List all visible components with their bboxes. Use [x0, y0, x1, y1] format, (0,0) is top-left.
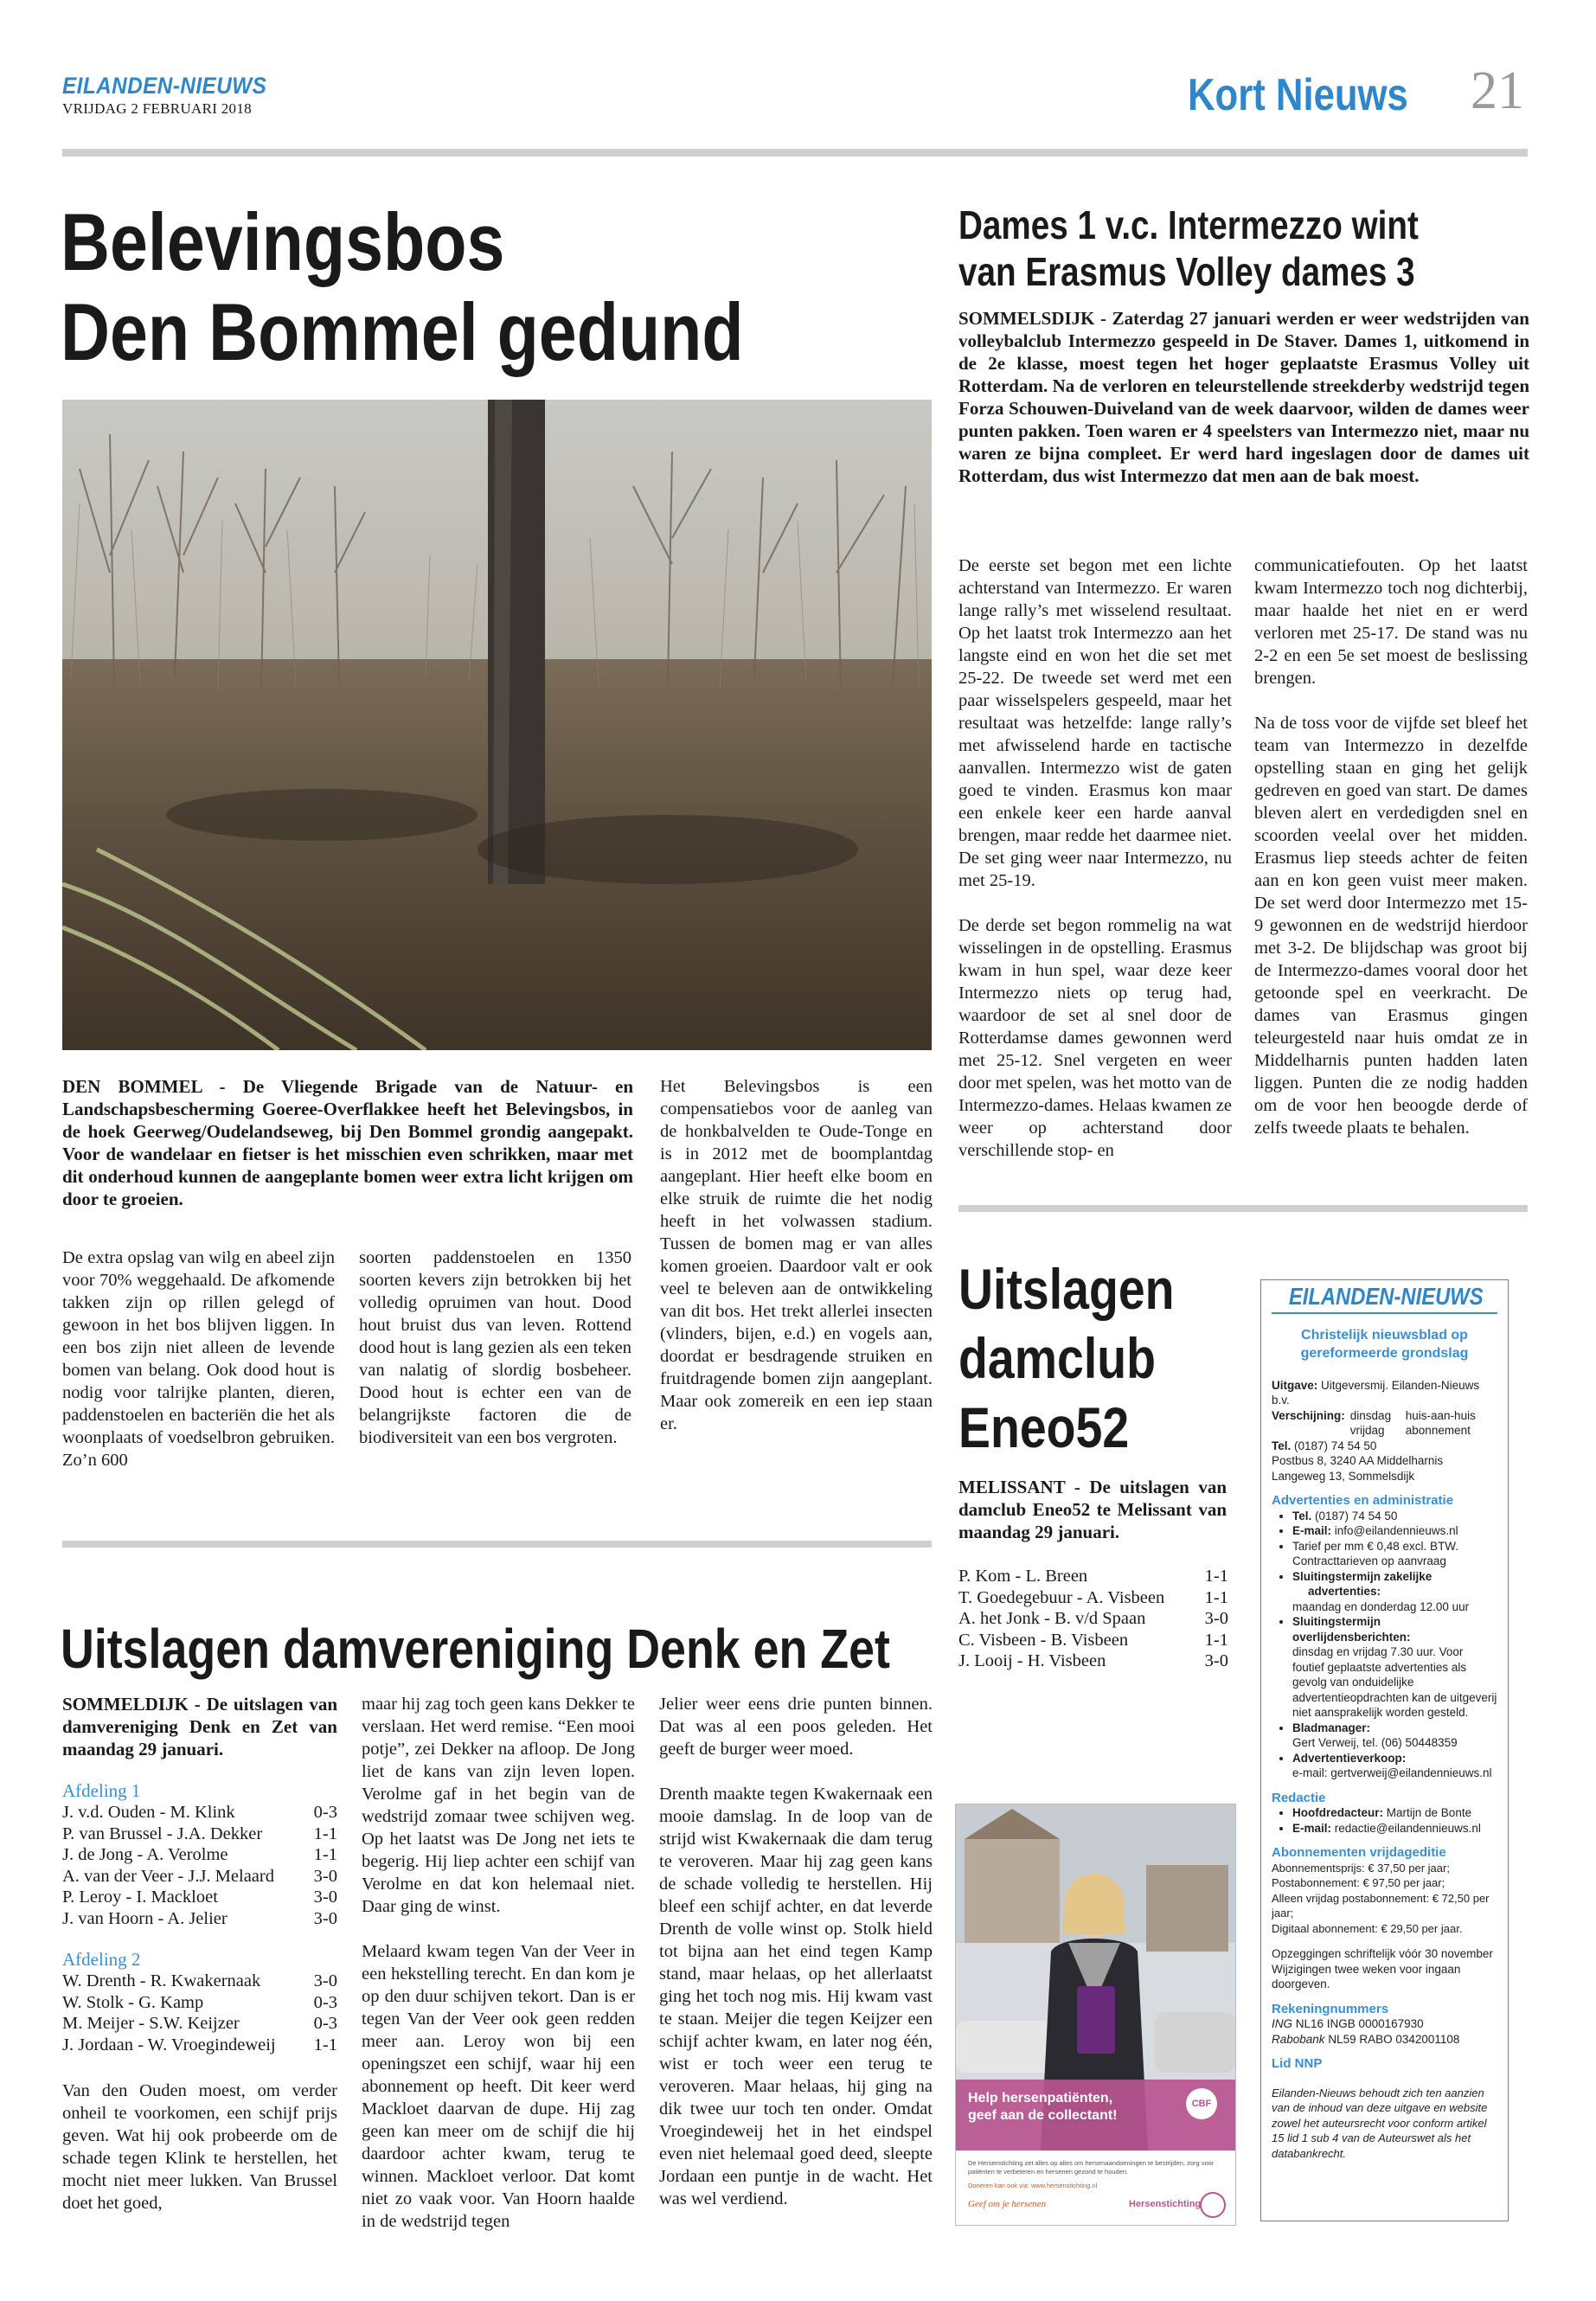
- masthead-logo: EILANDEN-NIEUWS: [62, 73, 267, 99]
- section-title: Kort Nieuws: [1188, 70, 1408, 120]
- afdeling2-label: Afdeling 2: [62, 1949, 141, 1970]
- result-row: A. het Jonk - B. v/d Spaan 3-0: [958, 1609, 1228, 1628]
- colophon-tel: Tel. (0187) 74 54 50: [1272, 1439, 1377, 1452]
- bos-lead: DEN BOMMEL - De Vliegende Brigade van de Natuur- en Landschapsbescherming Goeree-Overflakkee heeft het Belevingsbos, in de hoek Geerweg/Oudelandseweg, bij Den Bommel grondig aangepakt. Voor de wandelaar en fietser is het misschien even schrikken, maar met dit onderhoud kunnen de aangeplante bomen weer extra licht krijgen om door te groeien.: [62, 1076, 633, 1209]
- denk-lead: SOMMELDIJK - De uitslagen van damvereniging Denk en Zet van maandag 29 januari.: [62, 1694, 337, 1759]
- eneo-headline: Uitslagen damclub Eneo52: [958, 1257, 1175, 1459]
- colophon-abo-head: Abonnementen vrijdageditie: [1272, 1845, 1446, 1860]
- denk-col2-p1: maar hij zag toch geen kans Dekker te verslaan. Het werd remise. “Een mooi potje”, zei Dekker na afloop. De Jong liet de kans van zijn leven lopen. Verolme gaf in het begin van de wedstrijd zomaar twee schijven weg. Op het laatst was De Jong net iets te begerig. Hij liep achter een schijf van Verolme en dat kon helemaal niet. Daar ging de winst.: [362, 1695, 635, 1916]
- colophon-lid: Lid NNP: [1272, 2056, 1323, 2071]
- result-row: W. Stolk - G. Kamp 0-3: [62, 1992, 337, 2012]
- result-row: T. Goedegebuur - A. Visbeen 1-1: [958, 1587, 1228, 1607]
- brain-icon: [1200, 2192, 1226, 2218]
- denk-results2: [62, 1971, 337, 2055]
- denk-col3-p2: Drenth maakte tegen Kwakernaak een mooie damslag. In de loop van de strijd wist Kwakernaak die dam terug te veroveren. Maar hij zag geen kans de schade volledig te herstellen. Hij bleef een schijf achter, en dat leverde Drenth de volle winst op. Stolk hield tot bijna aan het eind tegen Kamp stand, maar helaas, op het allerlaatst ging het toch nog mis. Hij kwam vast te staan. Meijer die tegen Keijzer een schijf achter kwam, en later nog één, wist er toch weer een terug te veroveren. Maar helaas, hij ging na dik twee uur toch ten onder. Omdat Vroegindeweij het in het eindspel even niet helemaal goed deed, sleepte Jordaan een puntje in de wacht. Het was wel verdiend.: [659, 1785, 933, 2208]
- colophon-uitgave: Uitgave: Uitgeversmij. Eilanden-Nieuws b.v.: [1272, 1378, 1480, 1407]
- forest-photo: [62, 400, 932, 1050]
- cbf-badge: CBF: [1186, 2088, 1217, 2119]
- colophon-rabo: Rabobank NL59 RABO 0342001108: [1272, 2032, 1460, 2046]
- result-row: A. van der Veer - J.J. Melaard 3-0: [62, 1866, 337, 1886]
- ad-slogan: Geef om je hersenen: [968, 2199, 1047, 2209]
- result-row: W. Drenth - R. Kwakernaak 3-0: [62, 1971, 337, 1990]
- colophon-logo: EILANDEN-NIEUWS: [1288, 1283, 1484, 1310]
- denk-col3: [659, 1693, 933, 2233]
- volley-lead: SOMMELSDIJK - Zaterdag 27 januari werden er weer wedstrijden van volleybalclub Intermezzo gespeeld in De Staver. Dames 1, uitkomend in de 2e klasse, moest tegen het hoger geplaatste Erasmus Volley uit Rotterdam. Na de verloren en teleurstellende streekderby wedstrijd tegen Forza Schouwen-Duiveland van de week daarvoor, wilden de dames weer punten pakken. Toen waren er 4 speelsters van Intermezzo niet, maar nu waren ze bijna compleet. Er werd hard ingeslagen door de dames uit Rotterdam, dus wist Intermezzo dat men aan de bak moest.: [958, 308, 1529, 486]
- ad-banner: Help hersenpatiënten, geef aan de collectant!: [968, 2091, 1118, 2123]
- colophon-red-head: Redactie: [1272, 1790, 1326, 1805]
- result-row: J. v.d. Ouden - M. Klink 0-3: [62, 1803, 337, 1822]
- page-number: 21: [1471, 61, 1524, 120]
- volley-col1-p1: De eerste set begon met een lichte achterstand van Intermezzo. Er waren lange rally’s met wisselend resultaat. Op het laatst trok Intermezzo aan het langste eind en won het die set met 25-22. De tweede set werd met een paar wisselspelers gespeeld, maar het resultaat was hetzelfde: lange rally’s met afwisselend harde en tactische aanvallen. Intermezzo wist de gaten goed te vinden. Erasmus kon maar een enkele keer een harde aanval brengen, maar redde het daarmee niet. De set ging weer naar Intermezzo, nu met 25-19.: [958, 556, 1232, 890]
- hersenstichting-ad: [955, 1804, 1236, 2226]
- colophon-divider: [1272, 1312, 1497, 1314]
- forest-photo-image: [62, 400, 932, 1050]
- volley-col2-p1: communicatiefouten. Op het laatst kwam Intermezzo toch nog dichterbij, maar haalde het niet en er werd verloren met 25-17. De stand was nu 2-2 en een 5e set moest de beslissing brengen.: [1254, 556, 1528, 688]
- denk-results1: [62, 1802, 337, 1929]
- result-row: J. Looij - H. Visbeen 3-0: [958, 1651, 1228, 1670]
- ad-small-text: De Hersenstichting zet alles op alles om hersenaandoeningen te bestrijden, zorg voor patiënten te verbeteren en hersenen gezond te houden.: [968, 2159, 1215, 2176]
- bos-col2: soorten paddenstoelen en 1350 soorten kevers zijn betrokken bij het volledig opruimen van hout. Dood hout bruist dus van leven. Rottend dood hout is lang gezien als een teken van nalatig of slordig bosbeheer. Dood hout is echter een van de belangrijkste factoren die de biodiversiteit van een bos vergroten.: [359, 1248, 631, 1447]
- result-row: J. de Jong - A. Verolme 1-1: [62, 1845, 337, 1864]
- mid-left-rule: [62, 1541, 932, 1548]
- colophon-rek-head: Rekeningnummers: [1272, 2001, 1389, 2016]
- header-rule: [62, 149, 1528, 157]
- denk-col1-tail: Van den Ouden moest, om verder onheil te voorkomen, een schijf prijs geven. Wat hij ook probeerde om de schade tegen Klink te herstellen, het mocht niet meer lukken. Van Brussel doet het goed,: [62, 2081, 337, 2213]
- colophon-abo: Abonnementsprijs: € 37,50 per jaar; Postabonnement: € 97,50 per jaar; Alleen vrijdag postabonnement: € 72,50 per jaar; Digitaal abonnement: € 29,50 per jaar.: [1272, 1861, 1490, 1935]
- colophon-adv-head: Advertenties en administratie: [1272, 1493, 1454, 1508]
- volley-col1-p2: De derde set begon rommelig na wat wisselingen in de opstelling. Erasmus kwam in hun spel, waar deze keer Intermezzo niets op terug had, waardoor de set al snel door de Rotterdamse dames gewonnen werd met 25-12. Snel vergeten en weer door met spelen, was het motto van de Intermezzo-dames. Helaas kwamen ze weer op achterstand door verschillende stop- en: [958, 916, 1232, 1160]
- colophon-postbus: Postbus 8, 3240 AA Middelharnis: [1272, 1454, 1444, 1467]
- ad-brand: Hersenstichting: [1129, 2199, 1202, 2209]
- result-row: P. Kom - L. Breen 1-1: [958, 1567, 1228, 1586]
- colophon-red-list: • Hoofdredacteur: Martijn de Bonte • E-mail: redactie@eilandennieuws.nl: [1272, 1805, 1497, 1836]
- volley-col2: [1254, 554, 1528, 1162]
- colophon-opzeg: Opzeggingen schriftelijk vóór 30 november Wijzigingen twee weken voor ingaan doorgeven.: [1272, 1947, 1493, 1990]
- denk-col1: [62, 1693, 337, 2237]
- mid-right-rule: [958, 1205, 1528, 1212]
- denk-headline: Uitslagen damvereniging Denk en Zet: [61, 1618, 890, 1680]
- result-row: M. Meijer - S.W. Keijzer 0-3: [62, 2014, 337, 2033]
- result-row: P. Leroy - I. Mackloet 3-0: [62, 1888, 337, 1907]
- volley-headline: Dames 1 v.c. Intermezzo wint van Erasmus Volley dames 3: [958, 202, 1419, 294]
- result-row: P. van Brussel - J.A. Dekker 1-1: [62, 1823, 337, 1843]
- bos-headline: Belevingsbos Den Bommel gedund: [61, 196, 744, 377]
- colophon-verschijning: Verschijning: dinsdag huis-aan-huis vrijdag abonnement: [1272, 1408, 1476, 1437]
- afdeling1-label: Afdeling 1: [62, 1780, 141, 1801]
- denk-col2: [362, 1693, 635, 2255]
- colophon-subtitle: Christelijk nieuwsblad op gereformeerde grondslag: [1300, 1327, 1469, 1361]
- volley-col2-p2: Na de toss voor de vijfde set bleef het team van Intermezzo in dezelfde opstelling staan en ging het gelijk gedreven en goed van start. De dames bleven alert en verdedigden snel en scoorden veelal over het midden. Erasmus liep steeds achter de feiten aan en kon geen vuist meer maken. De set werd door Intermezzo met 15-9 gewonnen en de wedstrijd hierdoor met 3-2. De blijdschap was groot bij de Intermezzo-dames vooral door het getoonde spel en veerkracht. De dames van Erasmus gingen teleurgesteld naar huis omdat ze in Middelharnis punten hadden laten liggen. Punten die ze nodig hadden om de voor hen beoogde derde of zelfs tweede plaats te behalen.: [1254, 714, 1528, 1138]
- denk-col3-p1: Jelier weer eens drie punten binnen. Dat was al een poos geleden. Het geeft de burger weer moed.: [659, 1695, 933, 1759]
- masthead-date: VRIJDAG 2 FEBRUARI 2018: [62, 100, 252, 117]
- result-row: J. Jordaan - W. Vroegindeweij 1-1: [62, 2035, 337, 2054]
- colophon-rights: Eilanden-Nieuws behoudt zich ten aanzien van de inhoud van deze uitgave en website zowel het auteursrecht voor conform artikel 15 lid 1 sub 4 van de Auteurswet als het databankrecht.: [1272, 2086, 1488, 2160]
- colophon: [1260, 1279, 1509, 2221]
- colophon-adv-list: • Tel. (0187) 74 54 50 • E-mail: info@eilandennieuws.nl • Tarief per mm € 0,48 excl. BTW. Contracttarieven op aanvraag • Sluitingstermijn zakelijke advertenties: maandag en donderdag 12.00 uur • Sluitingstermijn overlijdensberichten: dinsdag en vrijdag 7.30 uur. Voor foutief geplaatste advertenties als gevolg van onduidelijke advertentieopdrachten kan de uitgeverij niet aansprakelijk worden gesteld. • Bladmanager: Gert Verweij, tel. (06) 50448359 • Advertentieverkoop: e-mail: gertverweij@eilandennieuws.nl: [1272, 1509, 1497, 1781]
- result-row: J. van Hoorn - A. Jelier 3-0: [62, 1908, 337, 1928]
- bos-col3: Het Belevingsbos is een compensatiebos voor de aanleg van de honkbalvelden te Oude-Tonge en is in 2012 met de boomplantdag aangeplant. Hier heeft elke boom en elke struik de ruimte die het nodig heeft in het volwassen stadium. Tussen de bomen mag er van alles komen groeien. Daardoor valt er ook veel te beleven aan de ontwikkeling van dit bos. Het trekt allerlei insecten (vlinders, bijen, e.d.) en vogels aan, doordat er besdragende struiken en fruitdragende bomen zijn aangeplant. Maar ook zomereik en een iep staan er.: [660, 1077, 933, 1433]
- colophon-ing: ING NL16 INGB 0000167930: [1272, 2017, 1424, 2030]
- denk-col2-p2: Melaard kwam tegen Van der Veer in een hekstelling terecht. En dan kom je op den duur schijven tekort. Dan is er tegen Van der Veer ook geen redden meer aan. Leroy won bij een openingszet een schijf, waar hij een abonnement op heeft. Dit keer werd Mackloet daarvan de dupe. Hij zag geen kan meer om de schijf die hij daardoor achter kwam, terug te winnen. Mackloet verloor. Dat komt niet zo vaak voor. Van Hoorn haalde in de wedstrijd tegen: [362, 1942, 635, 2231]
- bos-col1: De extra opslag van wilg en abeel zijn voor 70% weggehaald. De afkomende takken zijn op rillen gelegd of gewoon in het bos blijven liggen. In een bos zijn niet alleen de levende bomen van belang. Ook dood hout is nodig voor talrijke planten, dieren, paddenstoelen en bacteriën die het als woonplaats of voedselbron gebruiken. Zo’n 600: [62, 1248, 335, 1470]
- result-row: C. Visbeen - B. Visbeen 1-1: [958, 1630, 1228, 1650]
- volley-col1: [958, 554, 1232, 1184]
- eneo-lead: MELISSANT - De uitslagen van damclub Eneo52 te Melissant van maandag 29 januari.: [958, 1477, 1227, 1542]
- colophon-adres: Langeweg 13, Sommelsdijk: [1272, 1469, 1415, 1483]
- ad-donate: Doneren kan ook via: www.hersenstichting.nl: [968, 2182, 1098, 2189]
